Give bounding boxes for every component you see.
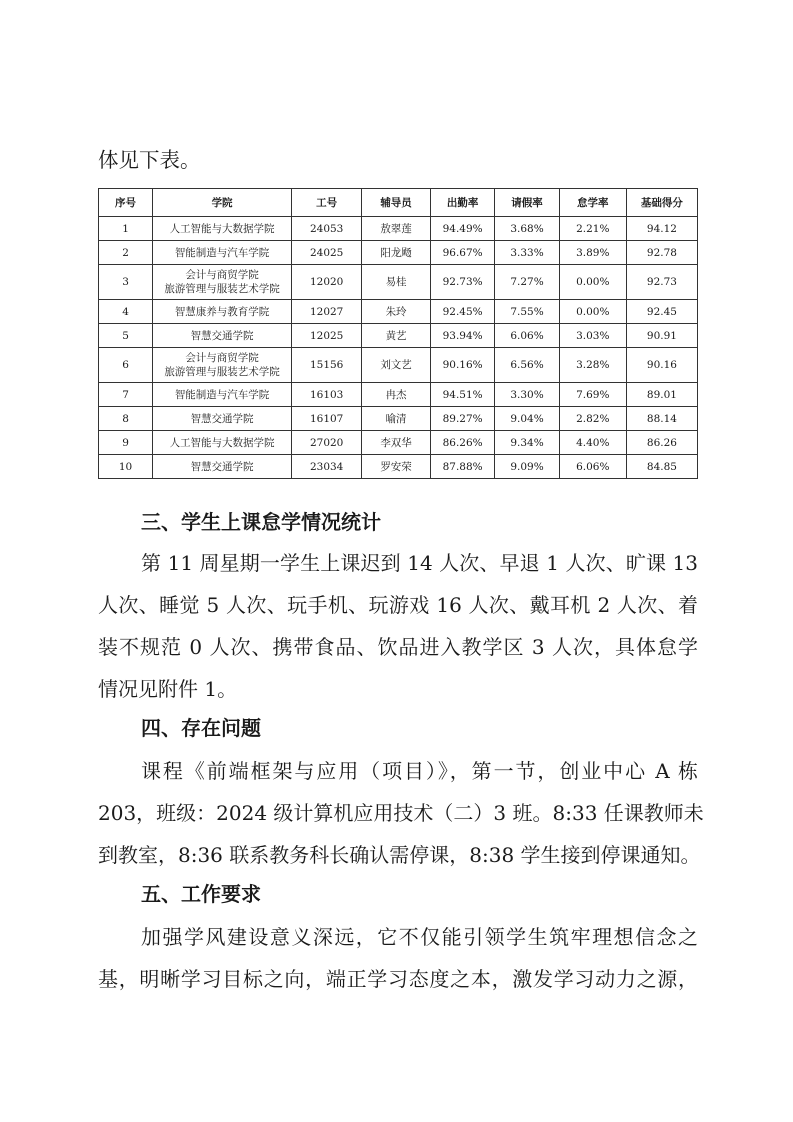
cell-seq: 2 — [99, 241, 153, 265]
cell-seq: 7 — [99, 383, 153, 407]
cell-leave: 9.09% — [495, 455, 559, 479]
cell-id: 24053 — [292, 217, 362, 241]
cell-score: 84.85 — [626, 455, 697, 479]
cell-college — [153, 348, 292, 383]
college-name-line: 旅游管理与服装艺术学院 — [164, 283, 280, 295]
cell-score: 94.12 — [626, 217, 697, 241]
section3-heading: 三、学生上课怠学情况统计 — [141, 510, 381, 534]
table-row — [99, 217, 698, 241]
section3-line-3: 装不规范 0 人次、携带食品、饮品进入教学区 3 人次，具体怠学 — [98, 635, 698, 659]
table-row — [99, 241, 698, 265]
cell-leave: 7.27% — [495, 265, 559, 300]
table-body — [99, 217, 698, 479]
cell-score: 88.14 — [626, 407, 697, 431]
cell-seq: 9 — [99, 431, 153, 455]
cell-attendance: 92.73% — [430, 265, 494, 300]
cell-score: 92.73 — [626, 265, 697, 300]
cell-score: 92.45 — [626, 300, 697, 324]
section5-line-1: 加强学风建设意义深远，它不仅能引领学生筑牢理想信念之 — [141, 925, 698, 949]
table-row — [99, 455, 698, 479]
cell-slack: 7.69% — [559, 383, 626, 407]
cell-slack: 2.82% — [559, 407, 626, 431]
cell-seq: 10 — [99, 455, 153, 479]
college-name-line: 会计与商贸学院 — [185, 352, 259, 364]
cell-slack: 6.06% — [559, 455, 626, 479]
cell-tutor: 刘文艺 — [362, 348, 431, 383]
cell-seq: 5 — [99, 324, 153, 348]
cell-attendance: 86.26% — [430, 431, 494, 455]
cell-seq: 4 — [99, 300, 153, 324]
cell-seq: 6 — [99, 348, 153, 383]
cell-leave: 9.04% — [495, 407, 559, 431]
cell-college — [153, 241, 292, 265]
cell-id: 12027 — [292, 300, 362, 324]
cell-slack: 0.00% — [559, 265, 626, 300]
cell-college — [153, 407, 292, 431]
cell-tutor: 黄艺 — [362, 324, 431, 348]
cell-leave: 3.33% — [495, 241, 559, 265]
cell-attendance: 89.27% — [430, 407, 494, 431]
header-college: 学院 — [153, 189, 292, 217]
section4-line-3: 到教室，8:36 联系教务科长确认需停课，8:38 学生接到停课通知。 — [98, 843, 701, 867]
cell-tutor: 朱玲 — [362, 300, 431, 324]
cell-id: 12020 — [292, 265, 362, 300]
cell-college — [153, 265, 292, 300]
college-name-line: 智能制造与汽车学院 — [174, 388, 270, 401]
table-row — [99, 324, 698, 348]
cell-tutor: 喻清 — [362, 407, 431, 431]
college-name-line: 智慧交通学院 — [190, 412, 254, 425]
section4-heading: 四、存在问题 — [141, 716, 261, 740]
cell-tutor: 罗安荣 — [362, 455, 431, 479]
college-name-line: 人工智能与大数据学院 — [169, 436, 275, 449]
cell-attendance: 96.67% — [430, 241, 494, 265]
cell-tutor: 阳龙飏 — [362, 241, 431, 265]
cell-id: 16107 — [292, 407, 362, 431]
section4-line-2: 203，班级：2024 级计算机应用技术（二）3 班。8:33 任课教师未 — [98, 801, 704, 825]
table-row — [99, 431, 698, 455]
header-slack: 怠学率 — [559, 189, 626, 217]
header-id: 工号 — [292, 189, 362, 217]
cell-slack: 3.89% — [559, 241, 626, 265]
table-row — [99, 348, 698, 383]
cell-leave: 9.34% — [495, 431, 559, 455]
cell-score: 89.01 — [626, 383, 697, 407]
cell-college — [153, 383, 292, 407]
cell-seq: 8 — [99, 407, 153, 431]
table-row — [99, 407, 698, 431]
table-row — [99, 265, 698, 300]
header-attendance: 出勤率 — [430, 189, 494, 217]
cell-score: 90.16 — [626, 348, 697, 383]
cell-id: 16103 — [292, 383, 362, 407]
cell-tutor: 李双华 — [362, 431, 431, 455]
cell-leave: 3.68% — [495, 217, 559, 241]
cell-slack: 3.28% — [559, 348, 626, 383]
cell-college — [153, 324, 292, 348]
cell-attendance: 92.45% — [430, 300, 494, 324]
header-tutor: 辅导员 — [362, 189, 431, 217]
college-name-line: 人工智能与大数据学院 — [169, 222, 275, 235]
section3-line-2: 人次、睡觉 5 人次、玩手机、玩游戏 16 人次、戴耳机 2 人次、着 — [98, 593, 698, 617]
cell-attendance: 93.94% — [430, 324, 494, 348]
cell-tutor: 冉杰 — [362, 383, 431, 407]
table-header-row — [99, 189, 698, 217]
cell-college — [153, 300, 292, 324]
cell-score: 86.26 — [626, 431, 697, 455]
cell-id: 15156 — [292, 348, 362, 383]
cell-college — [153, 217, 292, 241]
tutor-ranking-table — [98, 188, 698, 479]
section5-heading: 五、工作要求 — [141, 882, 261, 906]
college-name-line: 会计与商贸学院 — [185, 269, 259, 281]
cell-score: 90.91 — [626, 324, 697, 348]
header-score: 基础得分 — [626, 189, 697, 217]
section3-line-4: 情况见附件 1。 — [98, 677, 238, 701]
cell-tutor: 敖翠莲 — [362, 217, 431, 241]
cell-score: 92.78 — [626, 241, 697, 265]
section4-line-1: 课程《前端框架与应用（项目）》，第一节，创业中心 A 栋 — [141, 759, 698, 783]
section5-line-2: 基，明晰学习目标之向，端正学习态度之本，激发学习动力之源， — [98, 967, 698, 991]
cell-slack: 0.00% — [559, 300, 626, 324]
cell-attendance: 90.16% — [430, 348, 494, 383]
table-row — [99, 300, 698, 324]
cell-id: 12025 — [292, 324, 362, 348]
college-name-line: 智能制造与汽车学院 — [174, 246, 270, 259]
college-name-line: 旅游管理与服装艺术学院 — [164, 366, 280, 378]
college-name-line: 智慧康养与教育学院 — [174, 305, 270, 318]
cell-college — [153, 431, 292, 455]
intro-line: 体见下表。 — [98, 148, 201, 172]
header-leave: 请假率 — [495, 189, 559, 217]
cell-slack: 2.21% — [559, 217, 626, 241]
cell-college — [153, 455, 292, 479]
section3-line-1: 第 11 周星期一学生上课迟到 14 人次、早退 1 人次、旷课 13 — [141, 551, 698, 575]
cell-seq: 3 — [99, 265, 153, 300]
cell-attendance: 87.88% — [430, 455, 494, 479]
cell-leave: 6.56% — [495, 348, 559, 383]
college-name-line: 智慧交通学院 — [190, 329, 254, 342]
cell-leave: 6.06% — [495, 324, 559, 348]
college-name-line: 智慧交通学院 — [190, 460, 254, 473]
cell-seq: 1 — [99, 217, 153, 241]
cell-slack: 4.40% — [559, 431, 626, 455]
table-row — [99, 383, 698, 407]
cell-attendance: 94.49% — [430, 217, 494, 241]
cell-id: 23034 — [292, 455, 362, 479]
cell-tutor: 易桂 — [362, 265, 431, 300]
cell-slack: 3.03% — [559, 324, 626, 348]
cell-id: 24025 — [292, 241, 362, 265]
cell-id: 27020 — [292, 431, 362, 455]
cell-leave: 7.55% — [495, 300, 559, 324]
header-seq: 序号 — [99, 189, 153, 217]
cell-leave: 3.30% — [495, 383, 559, 407]
cell-attendance: 94.51% — [430, 383, 494, 407]
